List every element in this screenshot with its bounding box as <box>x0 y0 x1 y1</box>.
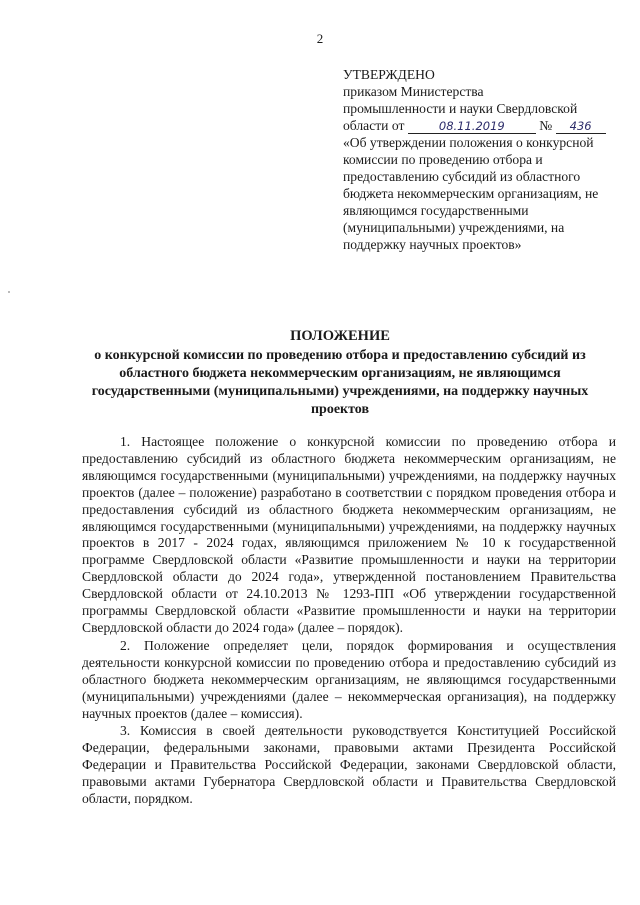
handwritten-number: 436 <box>556 120 606 134</box>
paragraph-2: 2. Положение определяет цели, порядок формирования и осуществления деятельности конкурсной комиссии по проведению отбора и предоставлению субсидий из областного бюджета некоммерческим организациям, не являющимся государственными (муниципальными) учреждениями (далее – некоммерческая организация), на поддержку научных проектов (далее – комиссия). <box>82 637 616 721</box>
date-prefix: области от <box>343 118 405 133</box>
order-title: «Об утверждении положения о конкурсной комиссии по проведению отбора и предоставлению субсидий из областного бюджета некоммерческим организациям, не являющимся государственными (муниципальными) учреждениями, на поддержку научных проектов» <box>343 135 599 252</box>
approval-heading: УТВЕРЖДЕНО <box>343 67 435 82</box>
handwritten-date: 08.11.2019 <box>408 120 536 134</box>
paragraph-1: 1. Настоящее положение о конкурсной комиссии по проведению отбора и предоставлению субсидий из областного бюджета некоммерческим организациям, не являющимся государственными (муниципальными) учреждениями, на поддержку научных проектов (далее – положение) разработано в соответствии с порядком проведения отбора и предоставления субсидий из областного бюджета некоммерческим организациям, не являющимся государственными (муниципальными) учреждениями, на поддержку научных проектов в 2017 - 2024 годах, являющимся приложением № 10 к государственной программе Свердловской области «Развитие промышленности и науки на территории Свердловской области до 2024 года», утвержденной постановлением Правительства Свердловской области от 24.10.2013 № 1293-ПП «Об утверждении государственной программы Свердловской области «Развитие промышленности и науки на территории Свердловской области до 2024 года» (далее – порядок). <box>82 434 616 635</box>
approval-block <box>343 66 605 253</box>
approval-line-2: промышленности и науки Свердловской <box>343 101 578 116</box>
document-title: ПОЛОЖЕНИЕ <box>290 328 390 344</box>
paragraph-3: 3. Комиссия в своей деятельности руководствуется Конституцией Российской Федерации, федеральными законами, правовыми актами Президента Российской Федерации и Правительства Российской Федерации, законами Свердловской области, правовыми актами Губернатора Свердловской области и Правительства Свердловской области, порядком. <box>82 723 616 807</box>
document-body <box>82 434 616 809</box>
number-prefix: № <box>539 118 553 133</box>
approval-date-line <box>343 117 605 134</box>
approval-line-1: приказом Министерства <box>343 84 484 99</box>
document-subtitle: о конкурсной комиссии по проведению отбора и предоставлению субсидий из областного бюджета некоммерческим организациям, не являющимся государственными (муниципальными) учреждениями, на поддержку научных проектов <box>91 348 589 417</box>
page-number: 2 <box>316 31 324 46</box>
document-title-block <box>66 327 614 419</box>
scan-artifact <box>8 291 10 293</box>
